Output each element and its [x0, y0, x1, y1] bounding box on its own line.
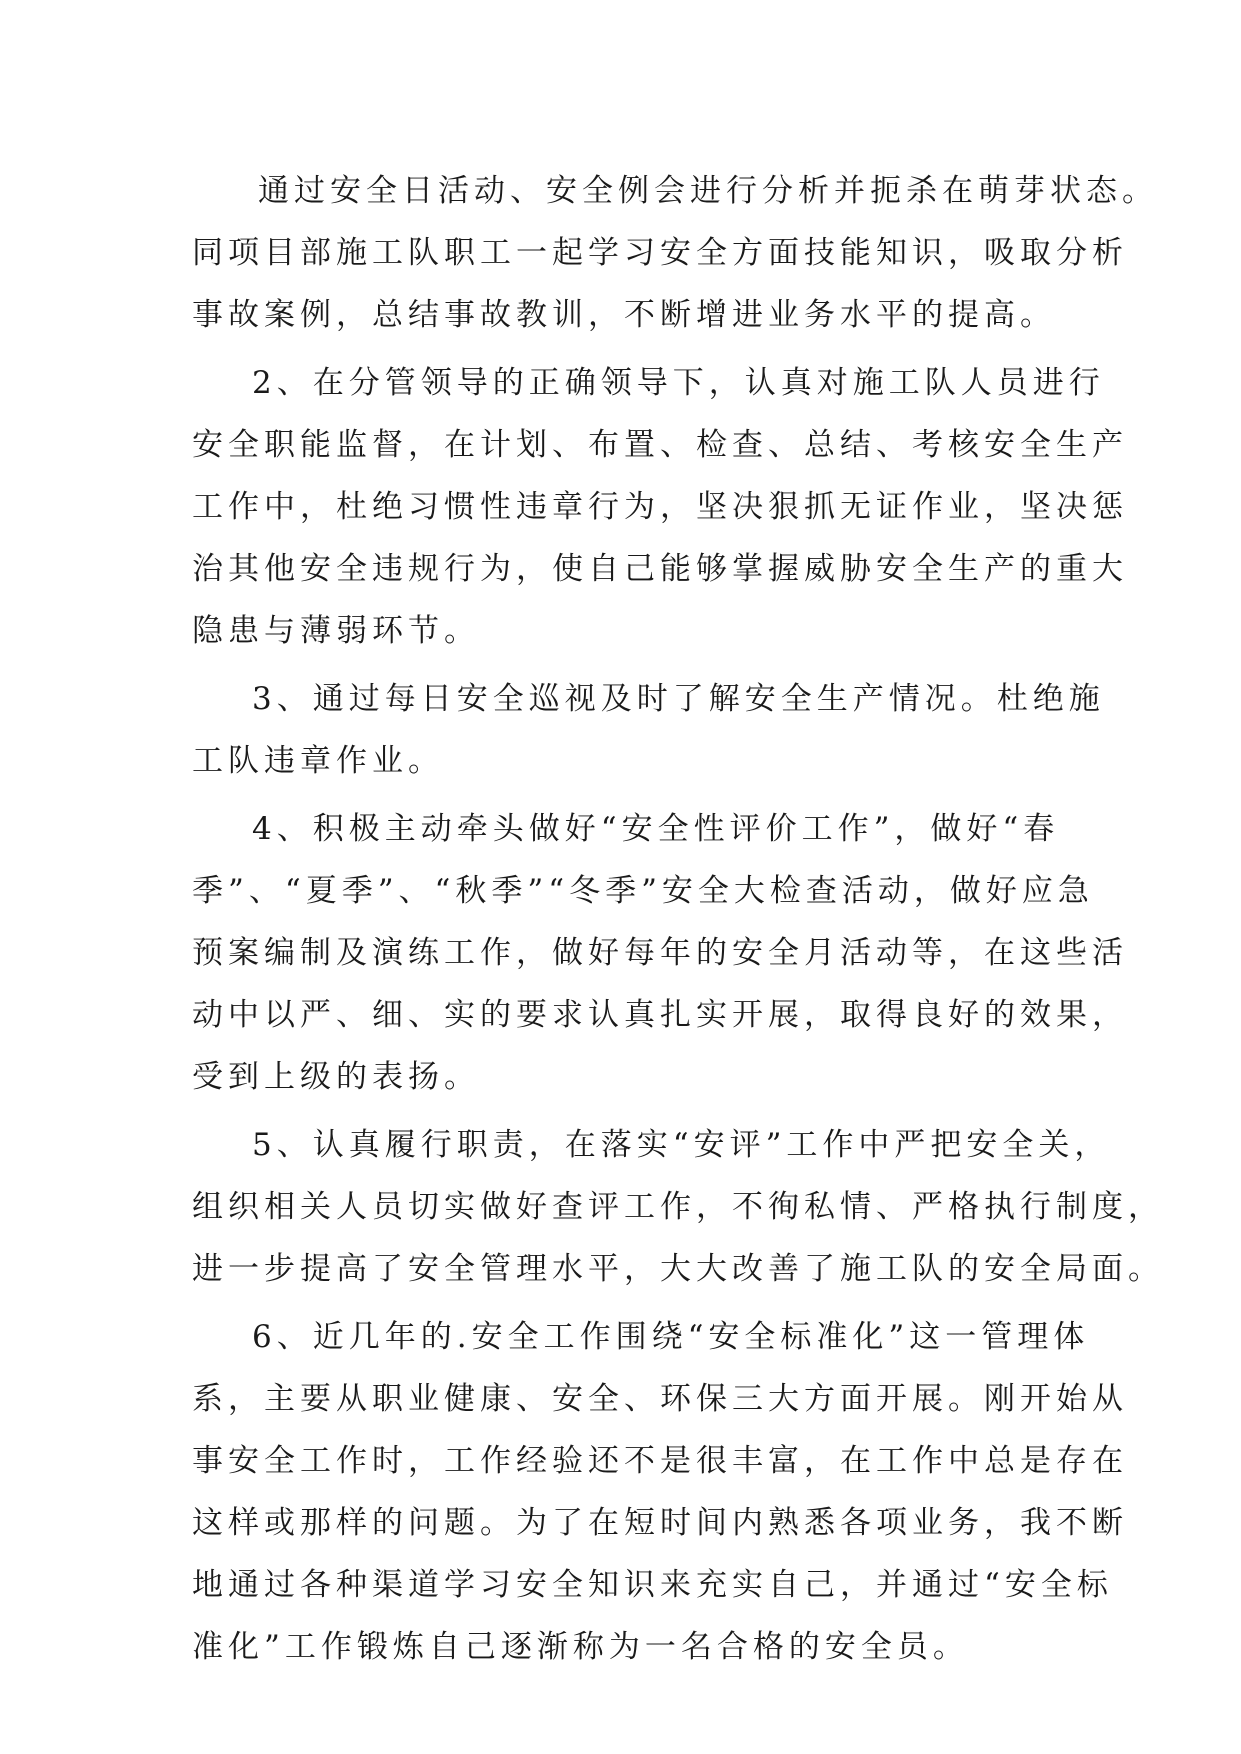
paragraph-line: 隐患与薄弱环节。: [192, 613, 480, 649]
paragraph-line: 通过安全日活动、安全例会进行分析并扼杀在萌芽状态。: [258, 173, 1158, 209]
paragraph-line: 系，主要从职业健康、安全、环保三大方面开展。刚开始从: [192, 1381, 1128, 1417]
paragraph-3: [192, 668, 1105, 792]
paragraph-line: 安全职能监督，在计划、布置、检查、总结、考核安全生产: [192, 427, 1128, 463]
paragraph-line: 受到上级的表扬。: [192, 1059, 480, 1095]
paragraph-line: 工作中，杜绝习惯性违章行为，坚决狠抓无证作业，坚决惩: [192, 489, 1128, 525]
paragraph-6: [192, 1306, 1128, 1678]
paragraph-4: [192, 798, 1128, 1108]
paragraph-line: 地通过各种渠道学习安全知识来充实自己，并通过“安全标: [192, 1567, 1113, 1603]
paragraph-1: [192, 160, 1158, 346]
paragraph-line: 预案编制及演练工作，做好每年的安全月活动等，在这些活: [192, 935, 1128, 971]
paragraph-line: 5、认真履行职责，在落实“安评”工作中严把安全关，: [252, 1127, 1111, 1163]
paragraph-line: 3、通过每日安全巡视及时了解安全生产情况。杜绝施: [252, 681, 1105, 717]
document-body: [192, 160, 1164, 1678]
paragraph-line: 这样或那样的问题。为了在短时间内熟悉各项业务，我不断: [192, 1505, 1128, 1541]
paragraph-2: [192, 352, 1128, 662]
paragraph-line: 6、近几年的.安全工作围绕“安全标准化”这一管理体: [252, 1319, 1090, 1355]
paragraph-line: 治其他安全违规行为，使自己能够掌握威胁安全生产的重大: [192, 551, 1128, 587]
paragraph-line: 动中以严、细、实的要求认真扎实开展，取得良好的效果，: [192, 997, 1128, 1033]
paragraph-line: 事安全工作时，工作经验还不是很丰富，在工作中总是存在: [192, 1443, 1128, 1479]
paragraph-line: 2、在分管领导的正确领导下，认真对施工队人员进行: [252, 365, 1105, 401]
paragraph-line: 同项目部施工队职工一起学习安全方面技能知识，吸取分析: [192, 235, 1128, 271]
paragraph-line: 准化”工作锻炼自己逐渐称为一名合格的安全员。: [192, 1629, 969, 1665]
paragraph-line: 组织相关人员切实做好查评工作，不徇私情、严格执行制度，: [192, 1189, 1164, 1225]
paragraph-line: 4、积极主动牵头做好“安全性评价工作”，做好“春: [252, 811, 1060, 847]
paragraph-line: 工队违章作业。: [192, 743, 444, 779]
paragraph-5: [192, 1114, 1164, 1300]
paragraph-line: 季”、“夏季”、“秋季”“冬季”安全大检查活动，做好应急: [192, 873, 1094, 909]
paragraph-line: 进一步提高了安全管理水平，大大改善了施工队的安全局面。: [192, 1251, 1164, 1287]
paragraph-line: 事故案例，总结事故教训，不断增进业务水平的提高。: [192, 297, 1056, 333]
